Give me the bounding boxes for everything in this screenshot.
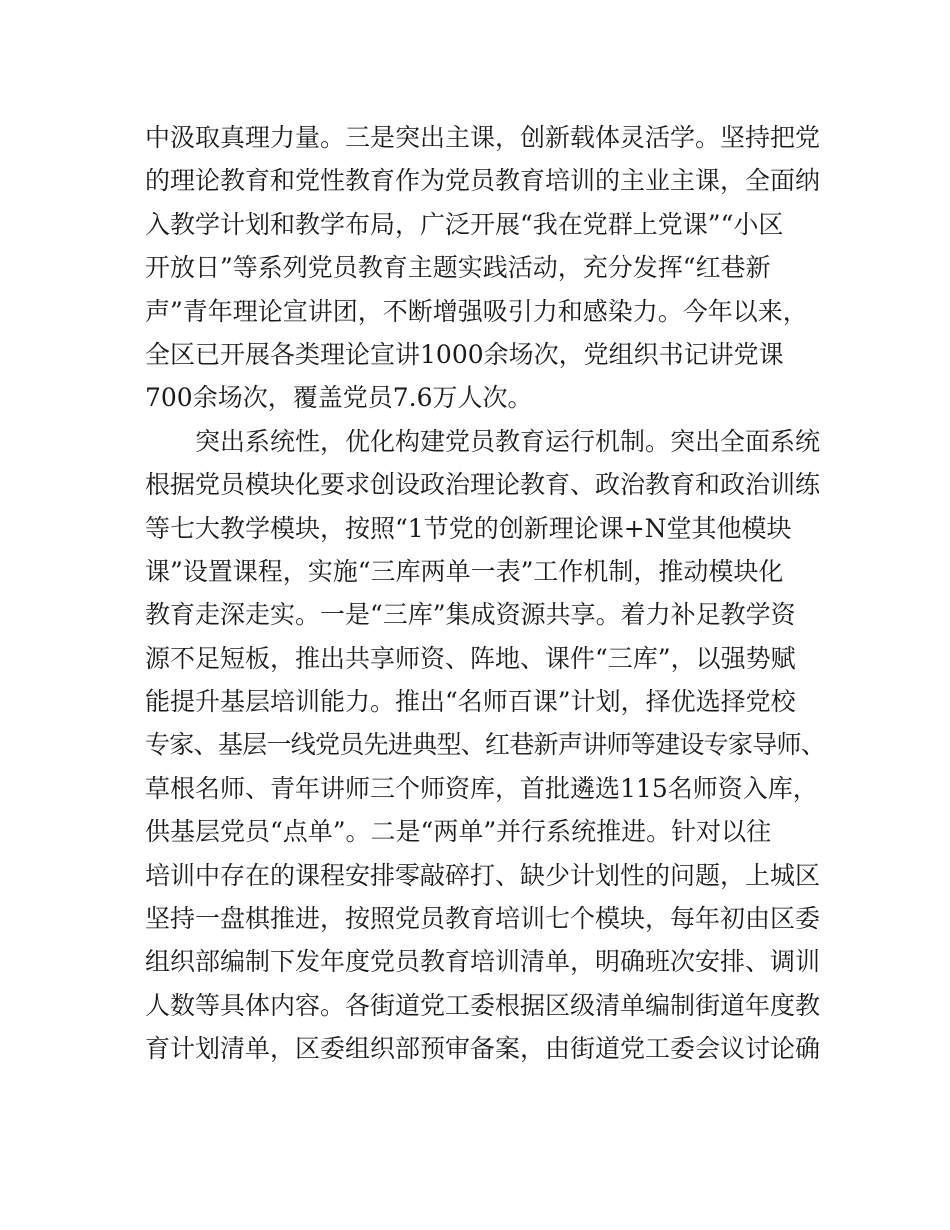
text-line: 培训中存在的课程安排零敲碎打、缺少计划性的问题，上城区: [145, 860, 821, 890]
text-line: 育计划清单，区委组织部预审备案，由街道党工委会议讨论确: [145, 1034, 821, 1064]
text-line: 教育走深走实。一是“三库”集成资源共享。着力补足教学资: [145, 600, 796, 630]
text-line: 能提升基层培训能力。推出“名师百课”计划，择优选择党校: [145, 687, 796, 717]
text-line: 专家、基层一线党员先进典型、红巷新声讲师等建设专家导师、: [145, 730, 826, 760]
paragraph-first-line: 突出系统性，优化构建党员教育运行机制。突出全面系统: [195, 426, 821, 456]
text-line: 声”青年理论宣讲团，不断增强吸引力和感染力。今年以来，: [145, 296, 808, 326]
text-line: 坚持一盘棋推进，按照党员教育培训七个模块，每年初由区委: [145, 904, 821, 934]
text-line: 中汲取真理力量。三是突出主课，创新载体灵活学。坚持把党: [145, 123, 821, 152]
text-line: 根据党员模块化要求创设政治理论教育、政治教育和政治训练: [145, 470, 821, 500]
text-line: 的理论教育和党性教育作为党员教育培训的主业主课，全面纳: [145, 166, 821, 196]
paragraph-2: [145, 420, 825, 1071]
text-line: 等七大教学模块，按照“1节党的创新理论课+N堂其他模块: [145, 513, 792, 543]
text-line: 入教学计划和教学布局，广泛开展“我在党群上党课”“小区: [145, 209, 784, 239]
paragraph-1: [145, 116, 825, 420]
text-line: 开放日”等系列党员教育主题实践活动，充分发挥“红巷新: [145, 253, 771, 283]
text-line: 组织部编制下发年度党员教育培训清单，明确班次安排、调训: [145, 947, 821, 977]
text-line: 700余场次，覆盖党员7.6万人次。: [145, 383, 533, 413]
text-line: 供基层党员“点单”。二是“两单”并行系统推进。针对以往: [145, 817, 772, 847]
text-line: 源不足短板，推出共享师资、阵地、课件“三库”，以强势赋: [145, 643, 796, 673]
text-line: 人数等具体内容。各街道党工委根据区级清单编制街道年度教: [145, 990, 821, 1020]
body-text: [145, 116, 825, 1071]
text-line: 草根名师、青年讲师三个师资库，首批遴选115名师资入库，: [145, 773, 818, 803]
text-line: 全区已开展各类理论宣讲1000余场次，党组织书记讲党课: [145, 339, 784, 369]
text-line: 课”设置课程，实施“三库两单一表”工作机制，推动模块化: [145, 556, 784, 586]
